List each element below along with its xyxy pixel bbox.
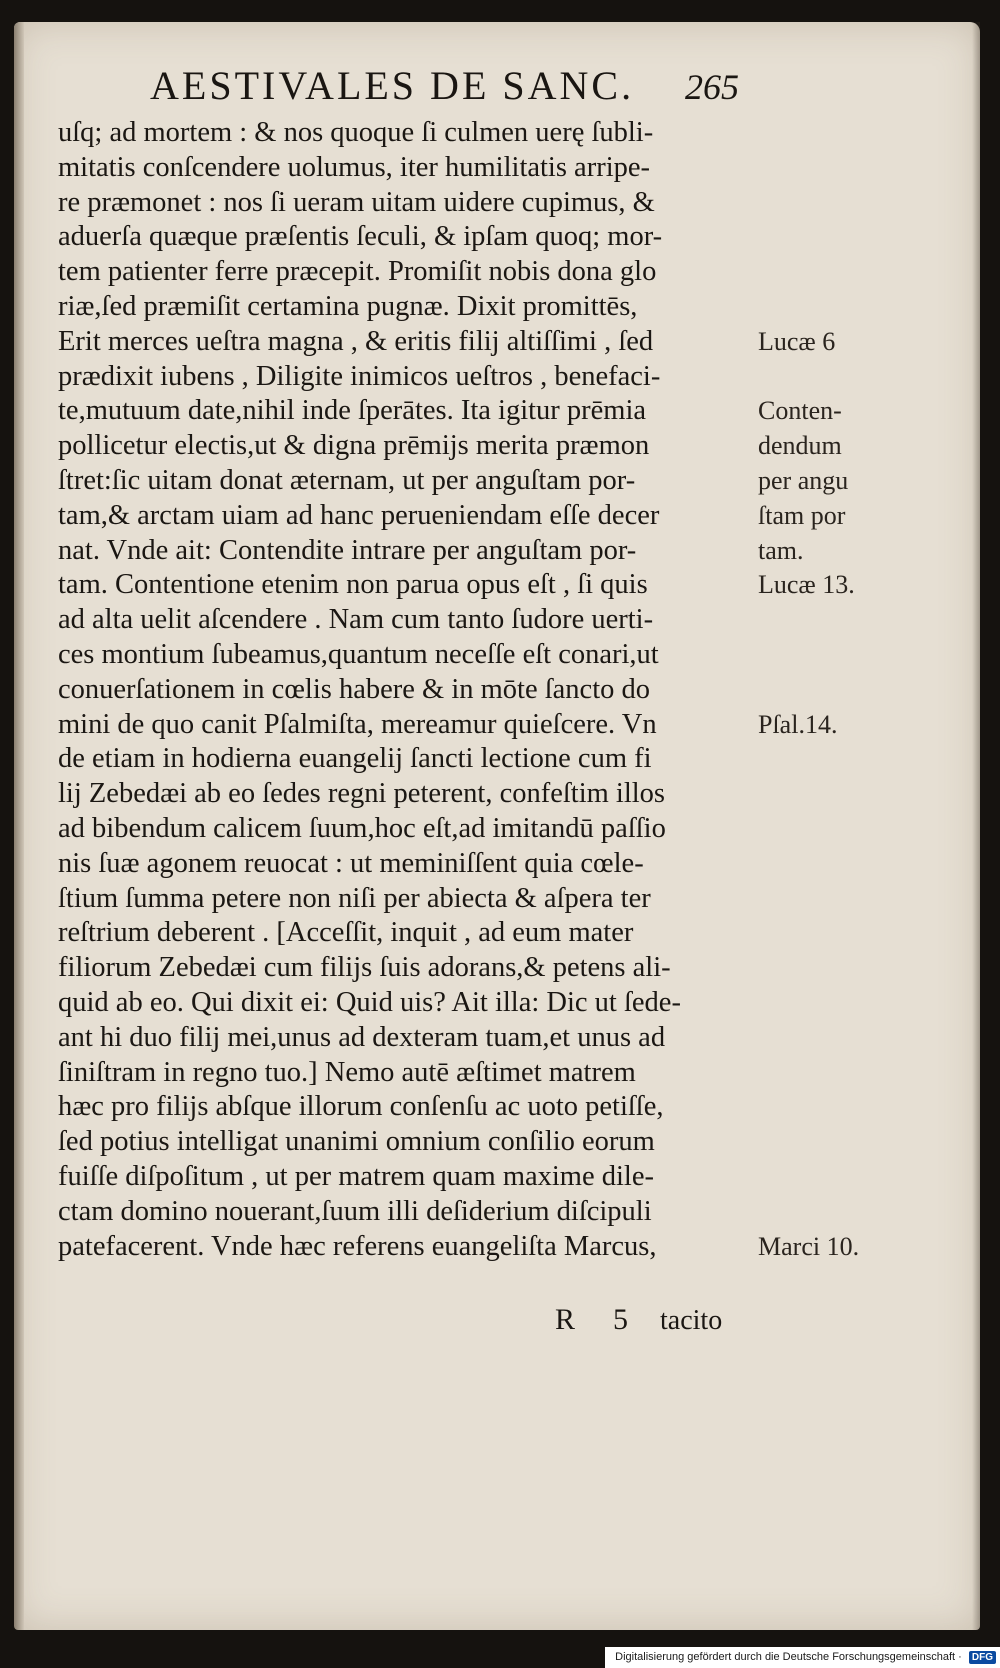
- text-line: mitatis conſcendere uolumus, iter humilitatis arripe-: [58, 151, 651, 183]
- text-line: mini de quo canit Pſalmiſta, mereamur quieſcere. Vn: [58, 708, 657, 740]
- text-line: ces montium ſubeamus,quantum neceſſe eſt conari,ut: [58, 638, 659, 670]
- text-line: ſtium ſumma petere non niſi per abiecta & aſpera ter: [58, 882, 651, 914]
- margin-note: Pſal.14.: [758, 709, 838, 739]
- text-line: riæ,ſed præmiſit certamina pugnæ. Dixit promittēs,: [58, 290, 638, 322]
- margin-note: dendum: [758, 431, 842, 461]
- text-line: quid ab eo. Qui dixit ei: Quid uis? Ait illa: Dic ut ſede-: [58, 986, 681, 1018]
- text-line: de etiam in hodierna euangelij ſancti lectione cum fi: [58, 743, 652, 775]
- digitization-credit-banner: Digitalisierung gefördert durch die Deutsche Forschungsgemeinschaft · DFG: [605, 1647, 1000, 1668]
- running-head-title: AESTIVALES DE SANC.: [150, 63, 635, 108]
- running-head: [140, 62, 760, 118]
- text-line: ſtret:ſic uitam donat æternam, ut per anguſtam por-: [58, 464, 636, 496]
- text-line: tam. Contentione etenim non parua opus eſt , ſi quis: [58, 569, 648, 601]
- text-line: lij Zebedæi ab eo ſedes regni peterent, confeſtim illos: [58, 778, 666, 810]
- text-line: ſed potius intelligat unanimi omnium conſilio eorum: [58, 1126, 655, 1158]
- text-line: prædixit iubens , Diligite inimicos ueſtros , benefaci-: [58, 360, 661, 392]
- signature-line: [555, 1303, 722, 1337]
- text-line: Erit merces ueſtra magna , & eritis filij altiſſimi , ſed: [58, 325, 654, 357]
- text-line: reſtrium deberent . [Acceſſit, inquit , ad eum mater: [58, 917, 634, 949]
- text-line: hæc pro filijs abſque illorum conſenſu ac uoto petiſſe,: [58, 1091, 664, 1123]
- body-text: [58, 116, 758, 1264]
- page-number: 265: [685, 67, 739, 107]
- margin-note: ſtam por: [758, 500, 846, 530]
- margin-note: Marci 10.: [758, 1231, 860, 1261]
- catchword: tacito: [660, 1305, 723, 1336]
- binding-edge: [14, 22, 24, 1630]
- text-line: nis ſuæ agonem reuocat : ut meminiſſent quia cœle-: [58, 847, 644, 879]
- dfg-logo-icon: DFG: [969, 1651, 996, 1664]
- margin-note: tam.: [758, 535, 804, 565]
- text-line: aduerſa quæque præſentis ſeculi, & ipſam quoq; mor-: [58, 221, 663, 253]
- digitization-credit: Digitalisierung gefördert durch die Deutsche Forschungsgemeinschaft: [615, 1651, 956, 1663]
- text-line: uſq; ad mortem : & nos quoque ſi culmen uerę ſubli-: [58, 117, 654, 148]
- text-line: ad alta uelit aſcendere . Nam cum tanto ſudore uerti-: [58, 604, 654, 636]
- margin-note: per angu: [758, 466, 849, 495]
- text-line: ant hi duo filij mei,unus ad dexteram tuam,et unus ad: [58, 1021, 666, 1053]
- text-line: te,mutuum date,nihil inde ſperātes. Ita igitur prēmia: [58, 395, 647, 427]
- text-line: tam,& arctam uiam ad hanc perueniendam eſſe decer: [58, 499, 660, 531]
- signature-number: 5: [613, 1303, 629, 1336]
- text-line: conuerſationem in cœlis habere & in mōte ſancto do: [58, 673, 650, 705]
- text-line: pollicetur electis,ut & digna prēmijs merita præmon: [58, 430, 650, 462]
- text-line: ctam domino nouerant,ſuum illi deſiderium diſcipuli: [58, 1195, 652, 1227]
- margin-note: Lucæ 6: [758, 326, 836, 356]
- text-line: tem patienter ferre præcepit. Promiſit nobis dona glo: [58, 256, 657, 288]
- text-line: ad bibendum calicem ſuum,hoc eſt,ad imitandū paſſio: [58, 812, 666, 844]
- signature-mark: R: [555, 1303, 576, 1336]
- text-line: fuiſſe diſpoſitum , ut per matrem quam maxime dile-: [58, 1160, 654, 1192]
- text-line: filiorum Zebedæi cum filijs ſuis adorans,& petens ali-: [58, 952, 671, 984]
- page-edge-shadow: [972, 22, 980, 1630]
- text-line: ſiniſtram in regno tuo.] Nemo autē æſtimet matrem: [58, 1056, 636, 1088]
- margin-note: Conten-: [758, 396, 842, 426]
- margin-note: Lucæ 13.: [758, 570, 855, 600]
- text-line: re præmonet : nos ſi ueram uitam uidere cupimus, &: [58, 186, 655, 218]
- text-line: nat. Vnde ait: Contendite intrare per anguſtam por-: [58, 534, 637, 566]
- text-line: patefacerent. Vnde hæc referens euangeliſta Marcus,: [58, 1230, 657, 1262]
